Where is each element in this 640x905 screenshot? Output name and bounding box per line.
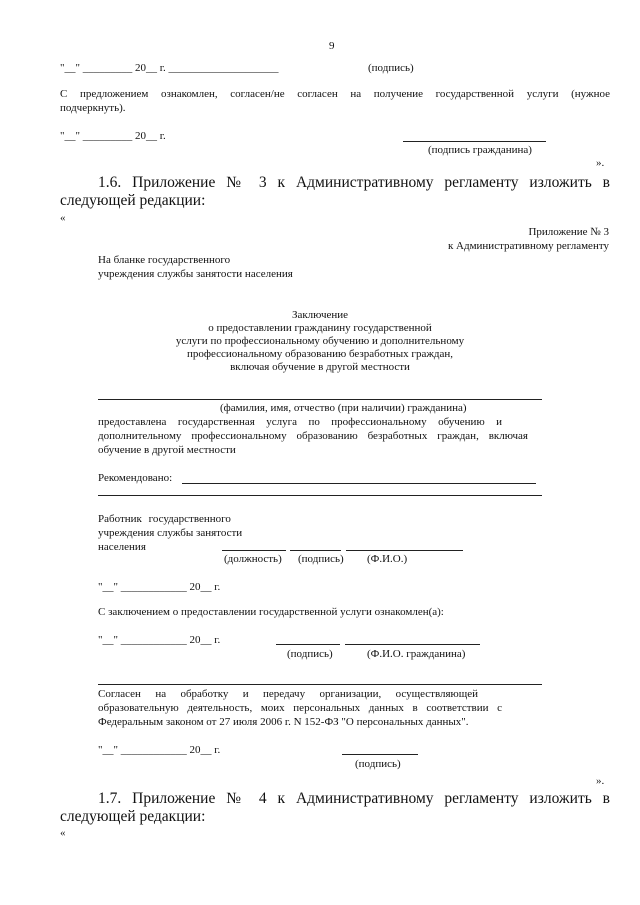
pd-signature-underline — [342, 754, 418, 755]
worker-line1: Работник государственного — [98, 513, 231, 525]
pd-signature-label: (подпись) — [355, 758, 401, 770]
worker-line2: учреждения службы занятости — [98, 527, 243, 539]
open-quote-2: « — [60, 827, 66, 839]
heading-line3: услуги по профессиональному обучению и дополнительному — [175, 335, 465, 347]
open-quote: « — [60, 212, 66, 224]
worker-signature-underline — [290, 550, 341, 551]
annex-title-line2: к Административному регламенту — [447, 240, 609, 252]
position-label: (должность) — [224, 553, 282, 565]
annex-date-line3: "__" ____________ 20__ г. — [98, 744, 221, 756]
provided-line1: предоставлена государственная услуга по профессиональному обучению и — [98, 416, 502, 428]
signature-label: (подпись) — [368, 62, 414, 74]
heading-line1: Заключение — [291, 309, 349, 321]
citizen-signature-underline-2 — [276, 644, 340, 645]
closing-quote-2: ». — [596, 775, 605, 787]
citizen-fio-underline — [345, 644, 480, 645]
heading-line4: профессиональному образованию безработных граждан, — [186, 348, 454, 360]
pd-consent-line3: Федеральным законом от 27 июля 2006 г. N 152-ФЗ "О персональных данных". — [98, 716, 469, 728]
citizen-signature-label: (подпись гражданина) — [428, 144, 532, 156]
letterhead-line1: На бланке государственного — [98, 254, 231, 266]
recommended-underline — [182, 483, 536, 484]
worker-fio-underline — [346, 550, 463, 551]
consent-text-line1: С предложением ознакомлен, согласен/не согласен на получение государственной услуги (нужное — [60, 88, 610, 100]
acquainted-text: С заключением о предоставлении государственной услуги ознакомлен(а): — [98, 606, 444, 618]
citizen-fio-label: (Ф.И.О. гражданина) — [367, 648, 466, 660]
letterhead-line2: учреждения службы занятости населения — [98, 268, 293, 280]
item-1-7-line1: 1.7. Приложение № 4 к Административному регламенту изложить в — [98, 790, 610, 807]
annex-date-line: "__" ____________ 20__ г. — [98, 581, 221, 593]
consent-top-rule — [98, 684, 542, 685]
citizen-signature-label-2: (подпись) — [287, 648, 333, 660]
closing-quote: ». — [596, 157, 605, 169]
item-1-6-line1: 1.6. Приложение № 3 к Административному регламенту изложить в — [98, 174, 610, 191]
pd-consent-line2: образовательную деятельность, моих персональных данных в соответствии с — [98, 702, 502, 714]
page-number: 9 — [329, 40, 335, 52]
heading-line2: о предоставлении гражданину государственной — [208, 322, 432, 334]
recommended-label: Рекомендовано: — [98, 472, 173, 484]
worker-fio-label: (Ф.И.О.) — [367, 553, 408, 565]
annex-date-line2: "__" ____________ 20__ г. — [98, 634, 221, 646]
pd-consent-line1: Согласен на обработку и передачу организации, осуществляющей — [98, 688, 478, 700]
heading-line5: включая обучение в другой местности — [230, 361, 410, 373]
date-line-2: "__" _________ 20__ г. — [60, 130, 166, 142]
position-underline — [222, 550, 286, 551]
fio-underline — [98, 399, 542, 400]
recommended-underline-2 — [98, 495, 542, 496]
provided-line3: обучение в другой местности — [98, 444, 236, 456]
provided-line2: дополнительному профессиональному образованию безработных граждан, включая — [98, 430, 528, 442]
citizen-signature-underline — [403, 141, 546, 142]
date-signature-line: "__" _________ 20__ г. ____________________ — [60, 62, 279, 74]
fio-label: (фамилия, имя, отчество (при наличии) гражданина) — [220, 402, 467, 414]
worker-line3: населения — [98, 541, 146, 553]
consent-text-line2: подчеркнуть). — [60, 102, 126, 114]
annex-title-line1: Приложение № 3 — [528, 226, 609, 238]
item-1-6-line2: следующей редакции: — [60, 192, 206, 209]
worker-signature-label: (подпись) — [298, 553, 344, 565]
item-1-7-line2: следующей редакции: — [60, 808, 206, 825]
